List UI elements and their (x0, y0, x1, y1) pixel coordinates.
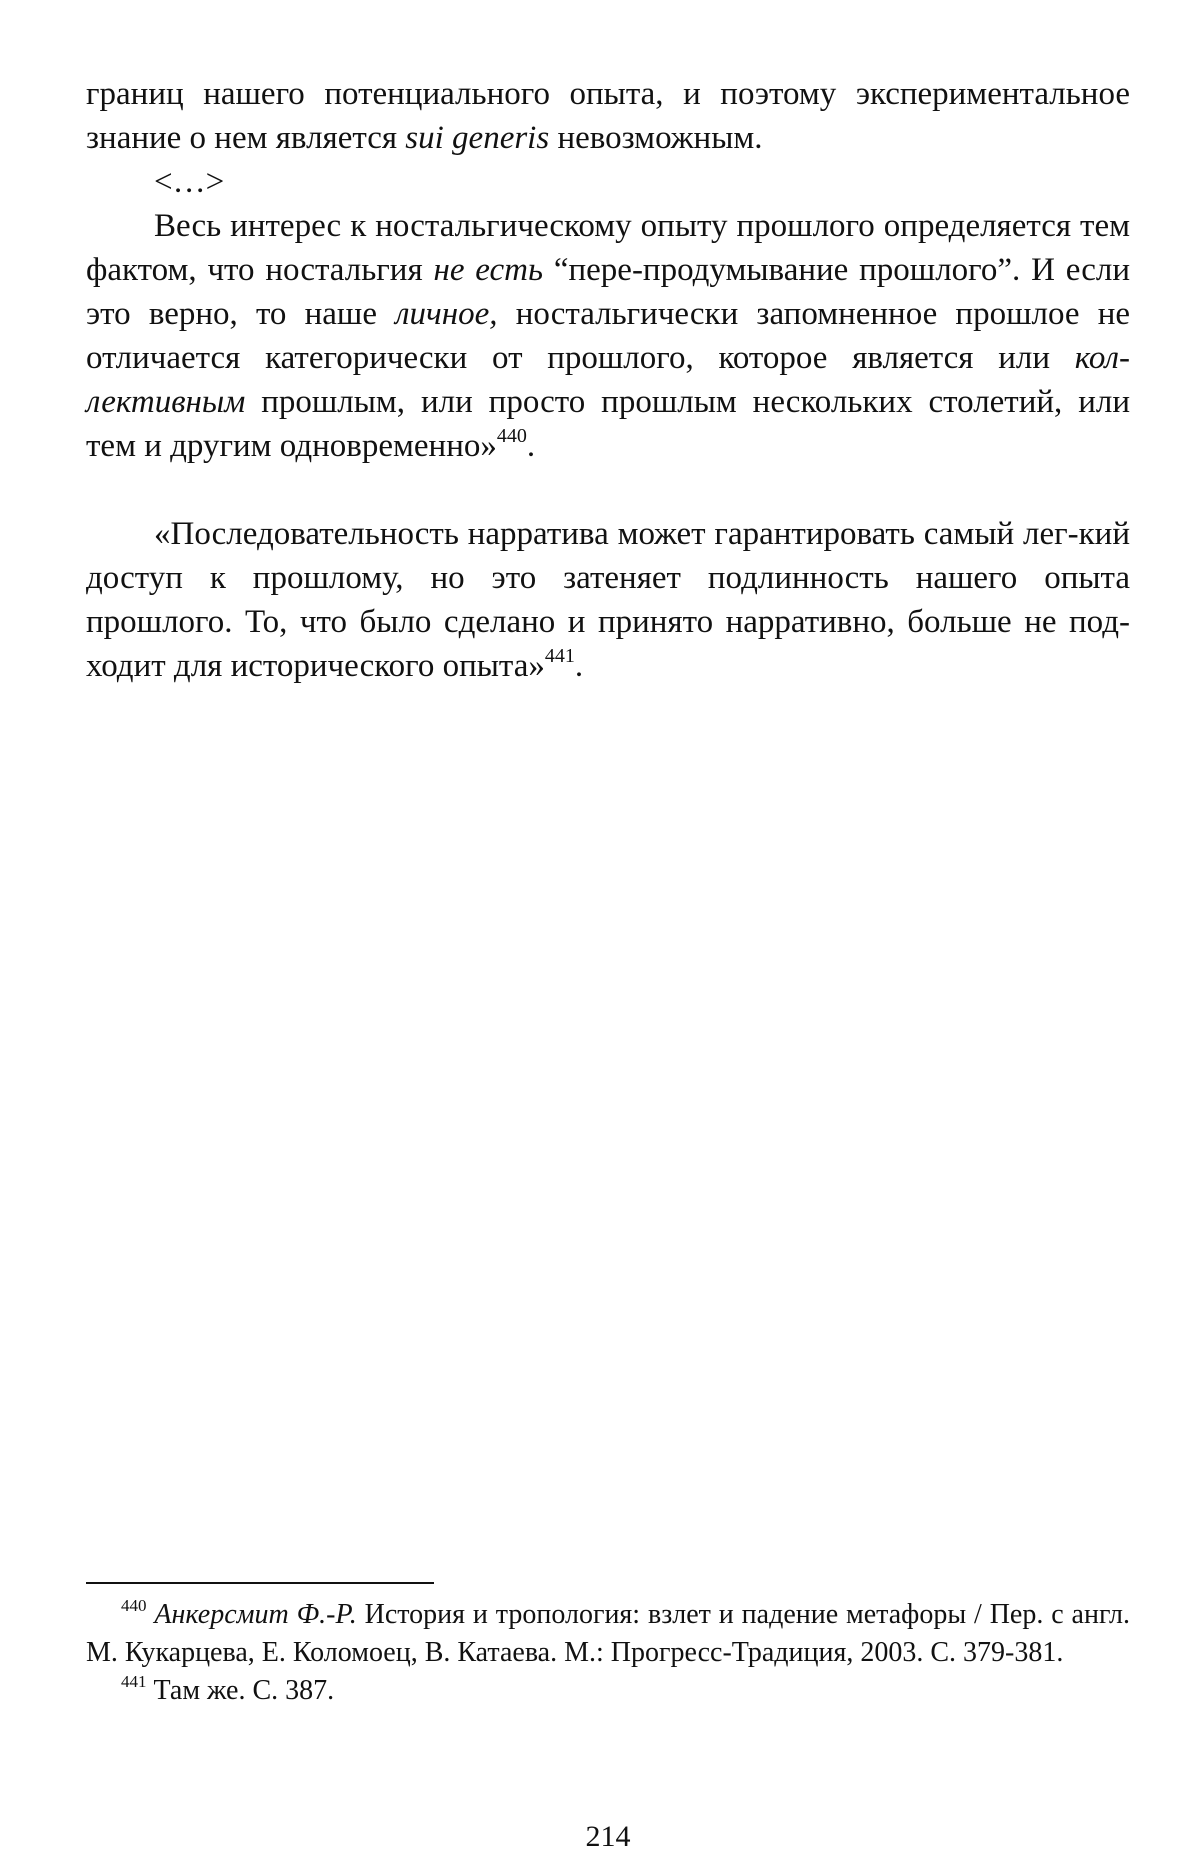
paragraph-3-text: «Последовательность нарратива может гарантировать самый лег-кий доступ к прошлому, но это затеняет подлинность нашего опыта прошлого. То, что было сделано и принято нарративно, больше не под-ходит для исторического опыта» (86, 516, 1130, 684)
paragraph-2-italic-2: личное, (395, 296, 498, 332)
paragraph-1-end: невозможным. (549, 120, 763, 156)
paragraph-3-end: . (574, 648, 584, 684)
paragraph-1 (86, 72, 1130, 160)
footnotes-section (86, 1582, 1130, 1710)
page (86, 72, 1130, 1862)
footnote-text: Там же. С. 387. (146, 1675, 335, 1706)
paragraph-2-italic-1: не есть (433, 252, 544, 288)
footnote-ref-441[interactable]: 441 (544, 645, 575, 667)
paragraph-2-text-1: Весь интерес к ностальгическому опыту прошлого определяется тем фактом, что ностальгия (86, 208, 1130, 288)
footnote-divider (86, 1582, 434, 1584)
paragraph-2-text-2: “пере-продумывание прошлого”. И если это верно, то наше (86, 252, 1130, 332)
paragraph-2-end: . (526, 428, 536, 464)
paragraph-1-italic: sui generis (405, 120, 550, 156)
omission-marker: <…> (154, 164, 225, 200)
paragraph-3 (86, 512, 1130, 688)
paragraph-2 (86, 204, 1130, 468)
paragraph-2-italic-3: кол-лективным (86, 340, 1130, 420)
footnote-author: Анкерсмит Ф.-Р. (154, 1599, 357, 1630)
page-number: 214 (585, 1820, 631, 1853)
paragraph-2-text-3: ностальгически запомненное прошлое не отличается категорически от прошлого, которое является или (86, 296, 1131, 376)
main-text (86, 72, 1130, 688)
footnote-number: 441 (121, 1672, 147, 1691)
footnote-440 (86, 1596, 1130, 1672)
footnote-441 (86, 1672, 1130, 1710)
footnote-number: 440 (121, 1596, 147, 1615)
footnote-ref-440[interactable]: 440 (496, 425, 527, 447)
footnote-text: История и тропология: взлет и падение метафоры / Пер. с англ. М. Кукарцева, Е. Коломоец, В. Катаева. М.: Прогресс-Традиция, 2003. С. 379-381. (86, 1599, 1131, 1668)
paragraph-2-text-4: прошлым, или просто прошлым нескольких столетий, или тем и другим одновременно» (86, 384, 1130, 464)
paragraph-1-text: границ нашего потенциального опыта, и поэтому экспериментальное знание о нем является (86, 76, 1130, 156)
